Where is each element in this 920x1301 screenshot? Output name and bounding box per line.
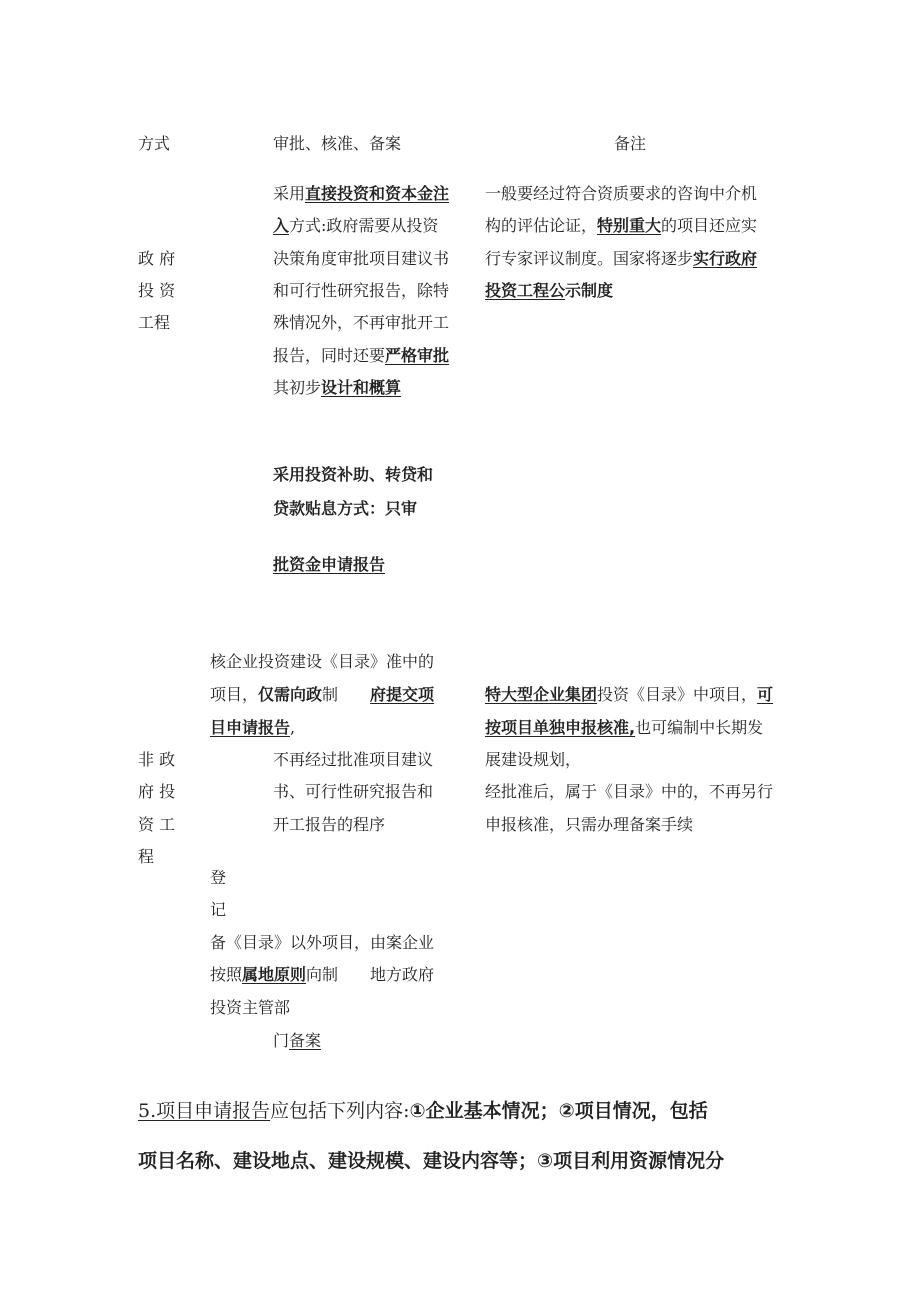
text-run: 示制度: [565, 281, 614, 300]
text-run: 也可编制中长期发: [635, 718, 764, 737]
header-method: 方式: [138, 134, 171, 153]
text-run: 项目名称、建设地点、建设规模、建设内容等；③项目利用资源情况分: [138, 1150, 725, 1172]
text-run: 采用: [273, 184, 306, 203]
underlined-term: 特大型企业集团: [485, 685, 598, 704]
underlined-term: 入: [273, 216, 290, 235]
text-run: 制: [322, 685, 339, 704]
underlined-term: 属地原则: [242, 965, 307, 984]
text-run: ,: [290, 718, 296, 737]
text-run: 投资《目录》中项目，: [597, 685, 758, 704]
nongov-row-label-3: 资 工: [138, 815, 176, 834]
text-run: 不再经过批准项目建议: [273, 750, 434, 769]
text-run: 的项目还应实: [661, 216, 758, 235]
text-run: 展建设规划，: [485, 750, 582, 769]
text-run: 采用投资补助、转贷和: [273, 465, 434, 484]
underlined-term: 可: [757, 685, 774, 704]
text-run: 门: [273, 1031, 290, 1050]
underlined-term: 严格审批: [385, 346, 450, 365]
text-run: 备《目录》以外项目，由案企业: [210, 933, 435, 952]
nongov-row-label-1: 非 政: [138, 750, 176, 769]
underlined-term: 设计和概算: [321, 378, 402, 397]
text-run: 应包括下列内容:: [270, 1100, 410, 1122]
text-run: 向制: [306, 965, 339, 984]
underlined-term: 特别重大: [597, 216, 662, 235]
text-run: 行专家评议制度。国家将逐步: [485, 249, 694, 268]
underlined-term: 备案: [289, 1031, 322, 1050]
header-note: 备注: [614, 134, 647, 153]
text-run: 其初步: [273, 378, 322, 397]
text-run: 经批准后，属于《目录》中的，不再另行: [485, 782, 774, 801]
text-run: 项目，: [210, 685, 259, 704]
underlined-term: 直接投资和资本金注: [305, 184, 450, 203]
underlined-term: 府提交项: [370, 685, 435, 704]
text-run: 贷款贴息方式：只审: [273, 499, 418, 518]
text-run: 报告，同时还要: [273, 346, 386, 365]
header-approval: 审批、核准、备案: [273, 134, 402, 153]
nongov-row-label-4: 程: [138, 847, 155, 866]
text-run: 开工报告的程序: [273, 815, 386, 834]
gov-row-label-2: 投 资: [138, 281, 176, 300]
underlined-term: 投资工程公: [485, 281, 566, 300]
underlined-term: 5.项目申请报告: [138, 1100, 271, 1122]
gov-row-label-1: 政 府: [138, 249, 176, 268]
text-run: 记: [210, 900, 227, 919]
text-run: ①企业基本情况；②项目情况，包括: [409, 1100, 708, 1122]
text-run: 投资主管部: [210, 998, 291, 1017]
text-run: 申报核准，只需办理备案手续: [485, 815, 694, 834]
nongov-row-label-2: 府 投: [138, 782, 176, 801]
text-run: 地方政府: [370, 965, 435, 984]
text-run: 构的评估论证，: [485, 216, 598, 235]
text-run: 仅需向政: [258, 685, 323, 704]
text-run: 按照: [210, 965, 243, 984]
text-run: 和可行性研究报告，除特: [273, 281, 450, 300]
underlined-term: 目申请报告: [210, 718, 291, 737]
underlined-term: 批资金申请报告: [273, 555, 386, 574]
text-run: 一般要经过符合资质要求的咨询中介机: [485, 184, 758, 203]
text-run: 决策角度审批项目建议书: [273, 249, 450, 268]
text-run: 核企业投资建设《目录》准中的: [210, 652, 435, 671]
text-run: 方式:政府需要从投资: [289, 216, 439, 235]
text-run: 登: [210, 868, 227, 887]
underlined-term: 按项目单独申报核准,: [485, 718, 636, 737]
text-run: 殊情况外，不再审批开工: [273, 313, 450, 332]
gov-row-label-3: 工程: [138, 313, 171, 332]
text-run: 书、可行性研究报告和: [273, 782, 434, 801]
underlined-term: 实行政府: [693, 249, 758, 268]
